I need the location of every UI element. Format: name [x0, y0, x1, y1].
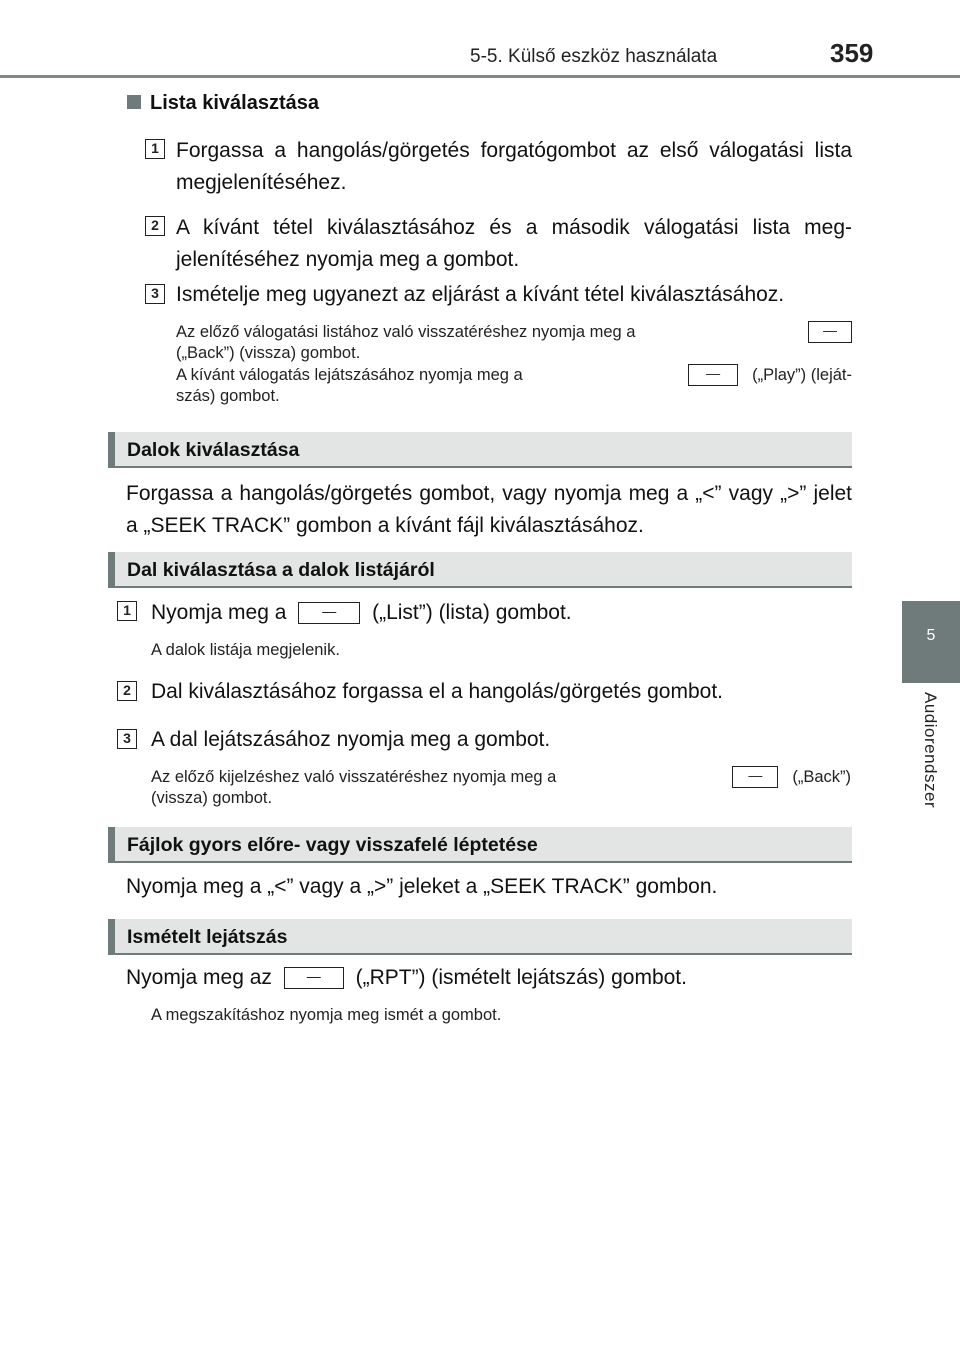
step-number-box: 1 [145, 139, 165, 159]
list-button-icon: — [298, 602, 360, 624]
dalok-text: Forgassa a hangolás/görgetés gombot, vagy nyomja meg a „<” vagy „>” jelet a „SEEK TRACK” gombon a kívánt fájl kiválasztásához. [126, 482, 852, 537]
ismetelt-note: A megszakításhoz nyomja meg ismét a gombot. [151, 1006, 502, 1024]
section-heading-ismetelt [108, 919, 852, 955]
note-text: Az előző válogatási listához való visszatéréshez nyomja meg a [176, 322, 636, 341]
step-number-box: 1 [117, 601, 137, 621]
note-text: (vissza) gombot. [151, 789, 273, 807]
note-text: A kívánt válogatás lejátszásához nyomja meg a [176, 365, 523, 384]
lista-step-1: Forgassa a hangolás/görgetés forgatógombot az első válogatási lista megjelenítéséhez. [176, 139, 852, 194]
back-button-icon: — [808, 321, 852, 343]
note-text: Az előző kijelzéshez való visszatéréshez nyomja meg a [151, 767, 557, 786]
step-text: („List”) (lista) gombot. [372, 601, 572, 624]
step-text: Nyomja meg az [126, 966, 272, 989]
step-number-box: 2 [145, 216, 165, 236]
dal-step-1-note: A dalok listája megjelenik. [151, 641, 340, 659]
note-text: („Play”) (leját- [752, 365, 852, 384]
lista-step-2: A kívánt tétel kiválasztásához és a második válogatási lista meg-jelenítéséhez nyomja meg a gombot. [176, 216, 852, 271]
step-text: („RPT”) (ismételt lejátszás) gombot. [355, 966, 687, 989]
section-heading-dal-lista [108, 552, 852, 588]
dal-step-3: A dal lejátszásához nyomja meg a gombot. [151, 728, 551, 751]
back-button-icon: — [732, 766, 778, 788]
gyors-text: Nyomja meg a „<” vagy a „>” jeleket a „SEEK TRACK” gombon. [126, 875, 718, 898]
chapter-number: 5 [926, 627, 936, 644]
rpt-button-icon: — [284, 967, 344, 989]
note-text: („Back”) (vissza) gombot. [176, 344, 361, 362]
note-text: („Back”) [792, 767, 851, 786]
ismetelt-text [126, 962, 852, 994]
dal-step-3-note [151, 766, 851, 809]
section-title: Dal kiválasztása a dalok listájáról [127, 559, 435, 581]
section-title: Dalok kiválasztása [127, 439, 300, 461]
section-title: Ismételt lejátszás [127, 926, 288, 948]
page-number: 359 [830, 38, 874, 68]
chapter-tab [902, 601, 960, 683]
step-number-box: 3 [145, 284, 165, 304]
note-text: szás) gombot. [176, 387, 280, 405]
section-heading-gyors [108, 827, 852, 863]
lista-step-3: Ismételje meg ugyanezt az eljárást a kívánt tétel kiválasztásához. [176, 283, 785, 306]
dal-step-2: Dal kiválasztásához forgassa el a hangolás/görgetés gombot. [151, 680, 724, 703]
step-number-box: 2 [117, 681, 137, 701]
step-number-box: 3 [117, 729, 137, 749]
lista-heading: Lista kiválasztása [150, 92, 319, 114]
running-header-section: 5-5. Külső eszköz használata [470, 46, 718, 67]
section-title: Fájlok gyors előre- vagy visszafelé léptetése [127, 834, 538, 856]
chapter-label: Audiorendszer [921, 692, 940, 809]
header-divider [0, 75, 960, 78]
square-bullet-icon [127, 95, 141, 109]
dal-step-1 [151, 597, 851, 629]
play-button-icon: — [688, 364, 738, 386]
lista-note [176, 321, 852, 407]
section-heading-dalok [108, 432, 852, 468]
step-text: Nyomja meg a [151, 601, 287, 624]
